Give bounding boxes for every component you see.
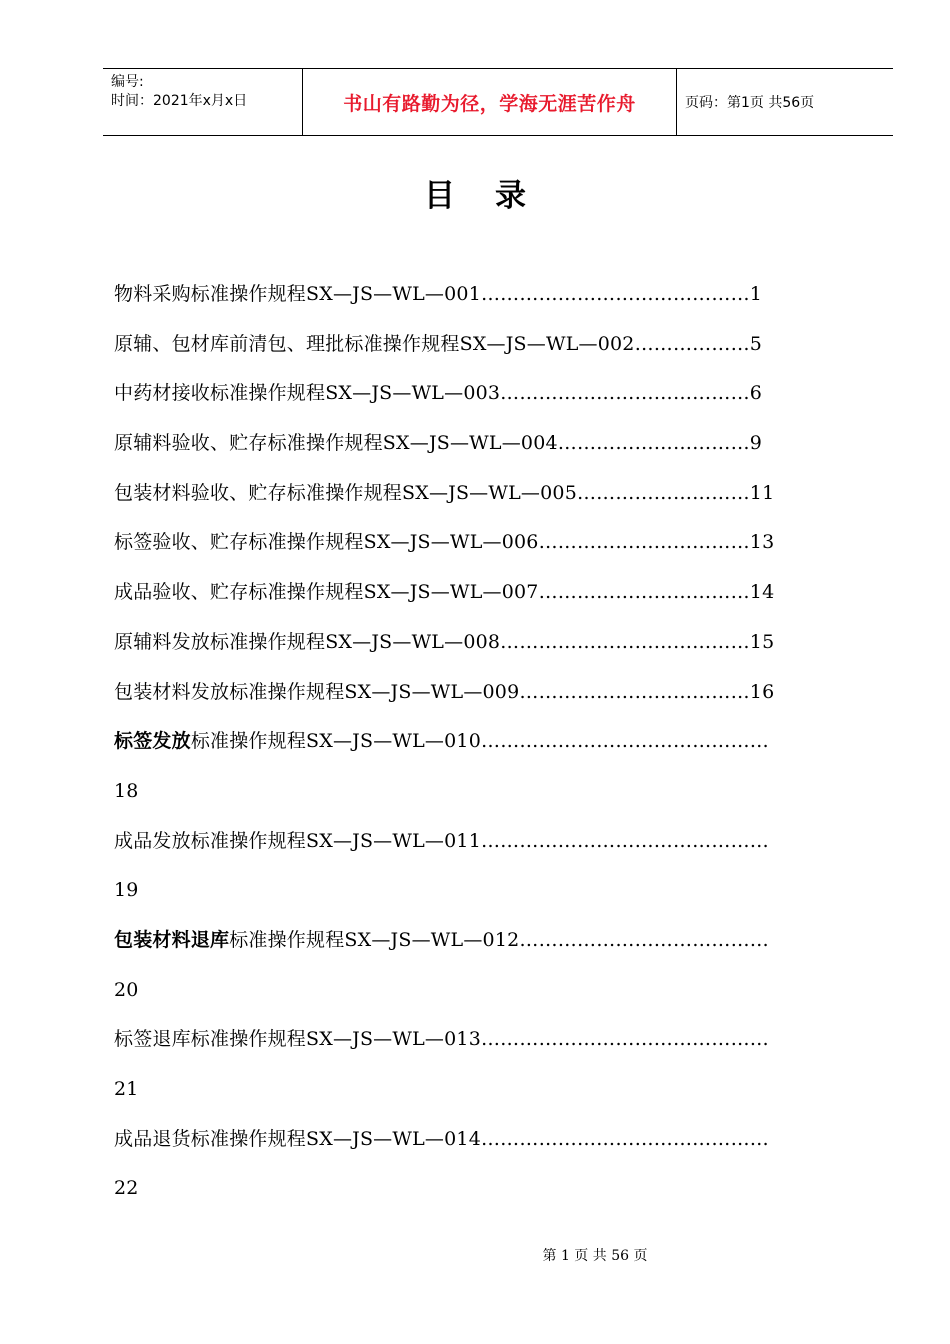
toc-line-text: 成品验收、贮存标准操作规程SX—JS—WL—007……………………………14 [114,581,775,604]
toc-line [114,817,884,867]
toc-line-text: 标签验收、贮存标准操作规程SX—JS—WL—006……………………………13 [114,531,775,554]
toc-line [114,866,884,916]
toc-line [114,916,884,966]
toc-line-text: 21 [114,1078,139,1100]
toc-line-text: 包装材料发放标准操作规程SX—JS—WL—009………………………………16 [114,680,775,703]
time-label: 时间：2021年x月x日 [111,93,248,109]
toc-line [114,767,884,817]
toc-line-text: 包装材料验收、贮存标准操作规程SX—JS—WL—005………………………11 [114,481,775,504]
toc-line-text: 19 [114,879,139,902]
toc-line [114,568,884,618]
toc-line-text: 18 [114,779,139,802]
toc-line [114,1065,884,1115]
toc-line [114,668,884,718]
toc-line [114,419,884,469]
toc-line [114,369,884,419]
toc-line-bold: 标签发放 [114,730,191,753]
page-footer: 第 1 页 共 56 页 [542,1248,648,1264]
toc-line-text: 标准操作规程SX—JS—WL—012………………………………… [229,928,769,951]
toc-line [114,469,884,519]
toc-line-text: 22 [114,1177,139,1200]
toc-line [114,618,884,668]
header-meta [103,69,303,135]
toc-line-text: 原辅料验收、贮存标准操作规程SX—JS—WL—004…………………………9 [114,432,763,455]
toc-line-text: 中药材接收标准操作规程SX—JS—WL—003…………………………………6 [114,382,763,405]
toc-line-text: 标准操作规程SX—JS—WL—010……………………………………… [190,730,769,753]
toc-line-text: 成品退货标准操作规程SX—JS—WL—014……………………………………… [114,1127,769,1150]
toc-line [114,270,884,320]
toc-line [114,1164,884,1214]
toc-line [114,1115,884,1165]
toc-line-bold: 包装材料退库 [114,928,230,951]
toc-line-text: 成品发放标准操作规程SX—JS—WL—011……………………………………… [114,829,769,852]
toc-line [114,966,884,1016]
number-label: 编号: [111,74,144,90]
document-title: 目录 [424,178,566,214]
toc-line-text: 标签退库标准操作规程SX—JS—WL—013……………………………………… [114,1028,769,1051]
header-motto: 书山有路勤为径，学海无涯苦作舟 [303,69,677,135]
toc-line [114,717,884,767]
page-header [103,68,893,136]
toc-line [114,518,884,568]
header-page-info: 页码：第1页 共56页 [685,95,815,111]
toc-line-text: 原辅料发放标准操作规程SX—JS—WL—008…………………………………15 [114,630,775,653]
toc-line-text: 物料采购标准操作规程SX—JS—WL—001……………………………………1 [114,283,763,305]
toc-line [114,320,884,370]
toc-line-text: 原辅、包材库前清包、理批标准操作规程SX—JS—WL—002………………5 [114,332,763,355]
toc-line [114,1015,884,1065]
toc-line-text: 20 [114,978,139,1001]
table-of-contents [114,270,884,1214]
